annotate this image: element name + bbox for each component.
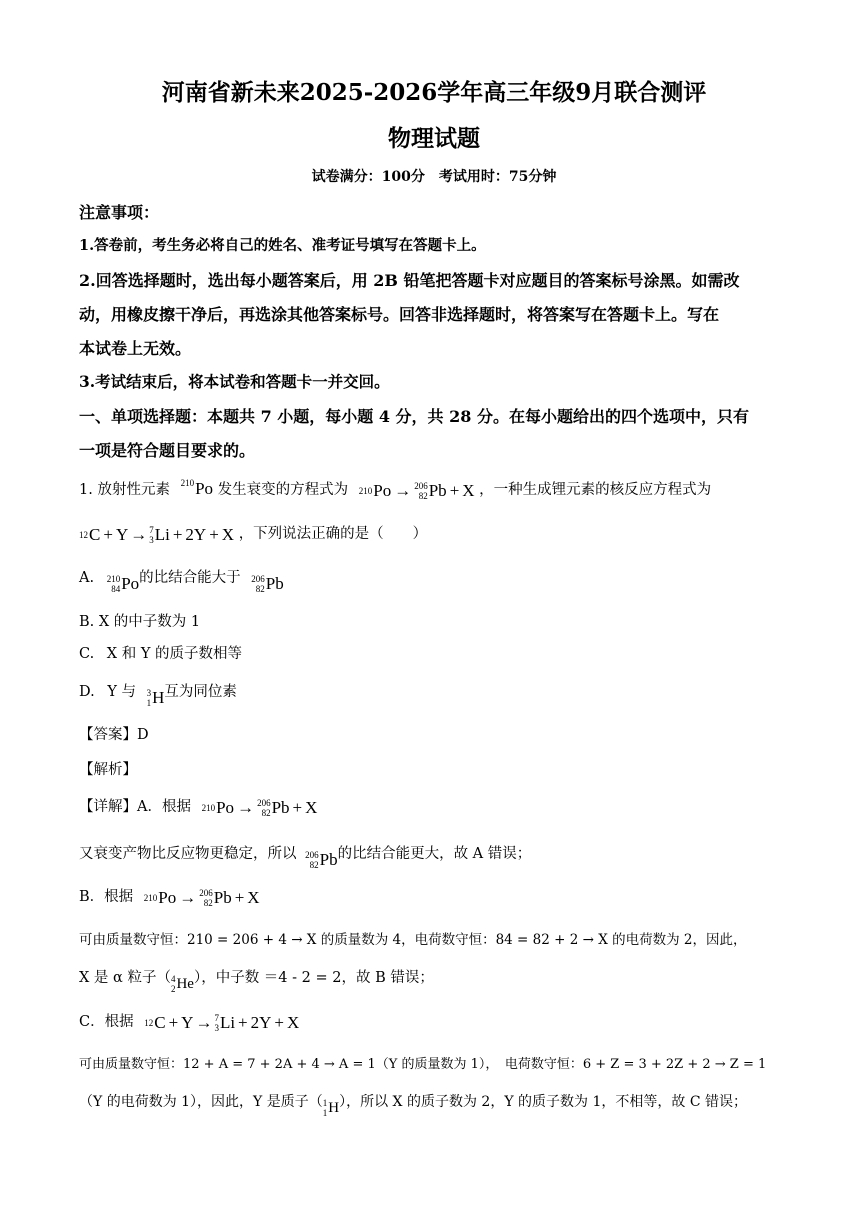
detail-c-line-2: （Y 的电荷数为 1），因此，Y 是质子（ 1 1 H ），所以 X 的质子数为 2，Y 的质子数为 1，不相等，故 C 错误；	[79, 1094, 747, 1118]
detail-b: B．根据 210 Po → 206 82 Pb + X	[79, 888, 260, 908]
option-a: A. 210 84 Po 的比结合能大于 206 82 Pb	[79, 570, 284, 594]
lithium-reaction-equation: 12 C + Y → 7 3 Li + 2 Y + X	[79, 525, 235, 545]
detail-c: C．根据 12 C + Y → 7 3 Li + 2 Y + X	[79, 1013, 300, 1033]
notice-heading: 注意事项：	[79, 203, 160, 222]
subject-title: 物理试题	[388, 125, 480, 152]
detail-b-line-2: X 是 α 粒子（ 4 2 He ），中子数 ＝4 - 2 = 2，故 B 错误；	[79, 970, 434, 994]
option-b: B. X 的中子数为 1	[79, 614, 201, 630]
section-heading-line-1: 一、单项选择题：本题共 7 小题，每小题 4 分，共 28 分。在每小题给出的四个选项中，只有	[79, 407, 749, 426]
notice-item-3: 3.考试结束后，将本试卷和答题卡一并交回。	[79, 372, 390, 391]
detail-a: 【详解】A．根据 210 Po → 206 82 Pb + X	[79, 798, 318, 818]
question-1-stem-line-2: 12 C + Y → 7 3 Li + 2 Y + X ，下列说法正确的是（ ）	[79, 525, 428, 545]
exam-title: 河南省新未来2025-2026学年高三年级9月联合测评	[161, 79, 707, 106]
notice-item-1: 1.答卷前，考生务必将自己的姓名、准考证号填写在答题卡上。	[79, 237, 486, 254]
question-1-stem-line-1: 1. 放射性元素 $^{210}$Po 发生衰变的方程式为 210 Po → 206 82 Pb + X ，一种生成锂元素的核反应方程式为	[79, 478, 712, 501]
po210-formula: $^{210}$Po	[180, 478, 214, 498]
option-c: C. X 和 Y 的质子数相等	[79, 646, 243, 662]
detail-a-line-2: 又衰变产物比反应物更稳定，所以 206 82 Pb 的比结合能更大，故 A 错误；	[79, 846, 532, 870]
option-d: D. Y 与 3 1 H 互为同位素	[79, 684, 237, 708]
detail-b-line-1: 可由质量数守恒：210 = 206 + 4 → X 的质量数为 4，电荷数守恒：84 = 82 + 2 → X 的电荷数为 2，因此，	[79, 932, 747, 948]
answer-label: 【答案】D	[79, 727, 149, 743]
decay-equation: 210 Po → 206 82 Pb + X	[358, 481, 475, 501]
notice-item-2-line-3: 本试卷上无效。	[79, 339, 192, 358]
analysis-label: 【解析】	[79, 762, 137, 778]
section-heading-line-2: 一项是符合题目要求的。	[79, 441, 256, 460]
notice-item-2-line-2: 动，用橡皮擦干净后，再选涂其他答案标号。回答非选择题时，将答案写在答题卡上。写在	[79, 305, 720, 324]
notice-item-2-line-1: 2.回答选择题时，选出每小题答案后，用 2B 铅笔把答题卡对应题目的答案标号涂黑。如需改	[79, 271, 740, 290]
exam-info: 试卷满分：100分 考试用时：75分钟	[311, 169, 557, 185]
detail-c-line-1: 可由质量数守恒：12 + A = 7 + 2A + 4 → A = 1（Y 的质量数为 1）， 电荷数守恒：6 + Z = 3 + 2Z + 2 → Z = 1	[79, 1057, 767, 1072]
